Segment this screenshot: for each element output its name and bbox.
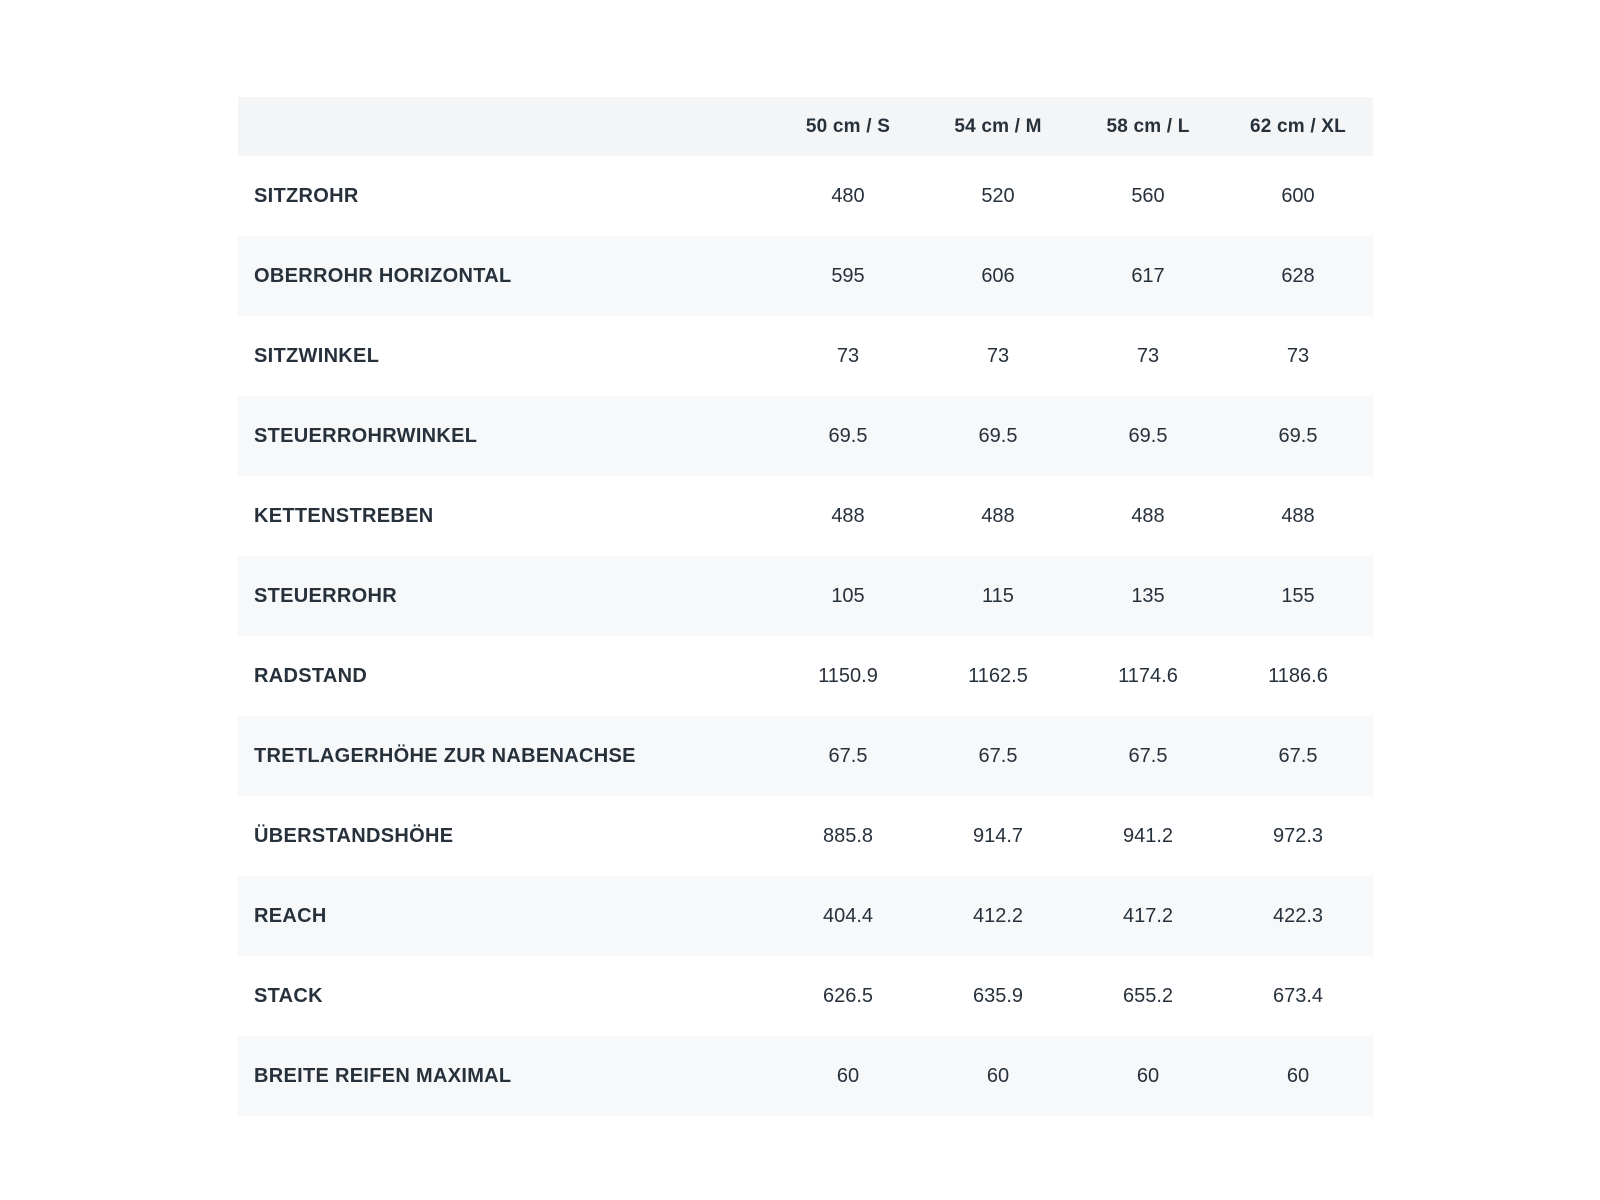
cell-value: 1186.6 <box>1223 636 1373 716</box>
column-header-size-2: 54 cm / M <box>923 97 1073 156</box>
cell-value: 628 <box>1223 236 1373 316</box>
table-row <box>238 716 1373 796</box>
cell-value: 595 <box>773 236 923 316</box>
cell-value: 626.5 <box>773 956 923 1036</box>
cell-value: 914.7 <box>923 796 1073 876</box>
table-row <box>238 396 1373 476</box>
cell-value: 635.9 <box>923 956 1073 1036</box>
cell-value: 617 <box>1073 236 1223 316</box>
cell-value: 1150.9 <box>773 636 923 716</box>
geometry-table <box>238 97 1373 1116</box>
cell-value: 1174.6 <box>1073 636 1223 716</box>
row-label: SITZWINKEL <box>238 316 773 396</box>
row-label: STEUERROHR <box>238 556 773 636</box>
cell-value: 404.4 <box>773 876 923 956</box>
cell-value: 480 <box>773 156 923 236</box>
table-row <box>238 316 1373 396</box>
cell-value: 488 <box>773 476 923 556</box>
cell-value: 606 <box>923 236 1073 316</box>
cell-value: 60 <box>1073 1036 1223 1116</box>
cell-value: 73 <box>923 316 1073 396</box>
cell-value: 69.5 <box>1073 396 1223 476</box>
cell-value: 673.4 <box>1223 956 1373 1036</box>
cell-value: 655.2 <box>1073 956 1223 1036</box>
table-row <box>238 476 1373 556</box>
cell-value: 73 <box>1223 316 1373 396</box>
table-row <box>238 556 1373 636</box>
row-label: RADSTAND <box>238 636 773 716</box>
column-header-size-3: 58 cm / L <box>1073 97 1223 156</box>
column-header-size-4: 62 cm / XL <box>1223 97 1373 156</box>
row-label: BREITE REIFEN MAXIMAL <box>238 1036 773 1116</box>
column-header-size-1: 50 cm / S <box>773 97 923 156</box>
cell-value: 67.5 <box>773 716 923 796</box>
cell-value: 67.5 <box>1073 716 1223 796</box>
row-label: OBERROHR HORIZONTAL <box>238 236 773 316</box>
cell-value: 422.3 <box>1223 876 1373 956</box>
cell-value: 488 <box>1223 476 1373 556</box>
table-row <box>238 636 1373 716</box>
cell-value: 941.2 <box>1073 796 1223 876</box>
table-header <box>238 97 1373 156</box>
cell-value: 60 <box>923 1036 1073 1116</box>
row-label: SITZROHR <box>238 156 773 236</box>
table-row <box>238 956 1373 1036</box>
table-body <box>238 156 1373 1116</box>
cell-value: 73 <box>773 316 923 396</box>
table-header-row <box>238 97 1373 156</box>
cell-value: 1162.5 <box>923 636 1073 716</box>
cell-value: 115 <box>923 556 1073 636</box>
row-label: REACH <box>238 876 773 956</box>
cell-value: 412.2 <box>923 876 1073 956</box>
cell-value: 155 <box>1223 556 1373 636</box>
table-row <box>238 1036 1373 1116</box>
cell-value: 60 <box>773 1036 923 1116</box>
cell-value: 105 <box>773 556 923 636</box>
row-label: STACK <box>238 956 773 1036</box>
cell-value: 135 <box>1073 556 1223 636</box>
table-row <box>238 156 1373 236</box>
cell-value: 600 <box>1223 156 1373 236</box>
cell-value: 488 <box>1073 476 1223 556</box>
table-row <box>238 876 1373 956</box>
cell-value: 69.5 <box>923 396 1073 476</box>
cell-value: 520 <box>923 156 1073 236</box>
cell-value: 885.8 <box>773 796 923 876</box>
geometry-table-container <box>238 97 1373 1116</box>
cell-value: 67.5 <box>923 716 1073 796</box>
row-label: STEUERROHRWINKEL <box>238 396 773 476</box>
cell-value: 69.5 <box>773 396 923 476</box>
row-label: KETTENSTREBEN <box>238 476 773 556</box>
cell-value: 67.5 <box>1223 716 1373 796</box>
cell-value: 972.3 <box>1223 796 1373 876</box>
row-label: ÜBERSTANDSHÖHE <box>238 796 773 876</box>
cell-value: 73 <box>1073 316 1223 396</box>
column-header-label <box>238 97 773 156</box>
row-label: TRETLAGERHÖHE ZUR NABENACHSE <box>238 716 773 796</box>
cell-value: 69.5 <box>1223 396 1373 476</box>
table-row <box>238 236 1373 316</box>
table-row <box>238 796 1373 876</box>
cell-value: 560 <box>1073 156 1223 236</box>
cell-value: 60 <box>1223 1036 1373 1116</box>
cell-value: 488 <box>923 476 1073 556</box>
cell-value: 417.2 <box>1073 876 1223 956</box>
